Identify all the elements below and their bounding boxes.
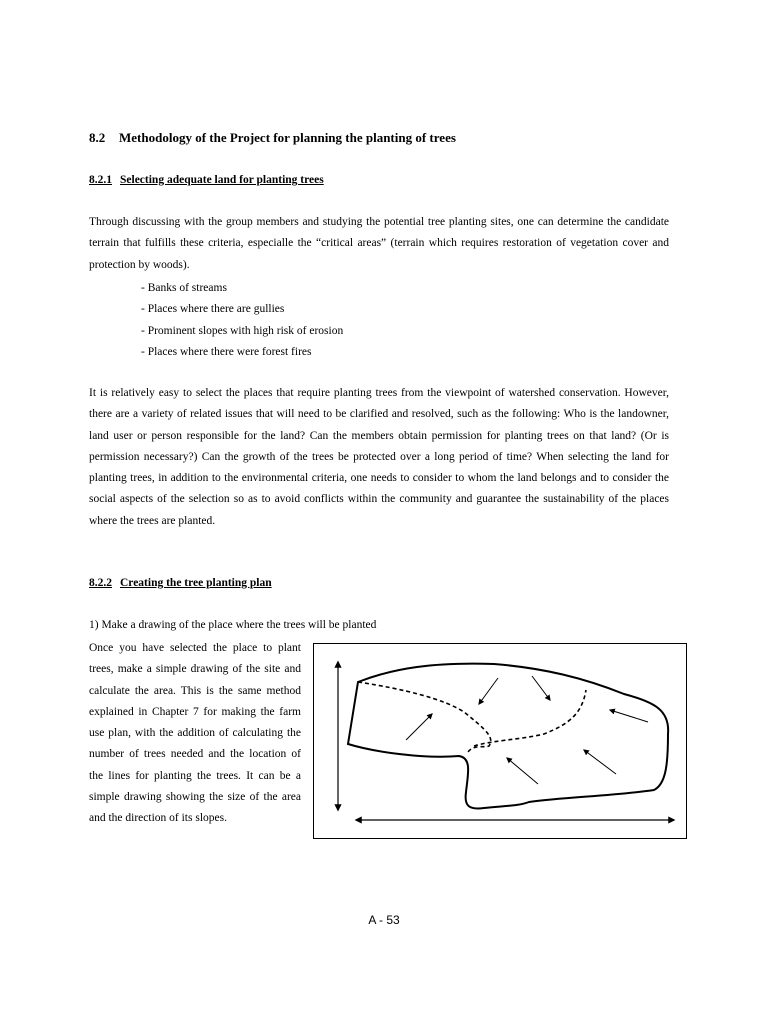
subsection-title: Selecting adequate land for planting trees [120, 174, 324, 186]
criteria-list [141, 278, 343, 363]
slope-arrow [584, 750, 616, 774]
valley-line [358, 682, 491, 752]
site-drawing-figure [313, 643, 687, 839]
slope-arrow [532, 676, 550, 700]
slope-arrow [507, 758, 538, 784]
subsection-number: 8.2.2 [89, 577, 112, 589]
subsection-number: 8.2.1 [89, 174, 112, 186]
section-heading [89, 130, 456, 146]
slope-arrow [610, 710, 648, 722]
subsection-heading-8-2-2 [89, 577, 272, 589]
site-boundary [348, 664, 668, 809]
step-1-text: Once you have selected the place to plant trees, make a simple drawing of the site and calculate the area. This is the same method explained in Chapter 7 for making the farm use plan, with the addition of calculating the number of trees needed and the location of the lines for planting the trees. It can be a simple drawing showing the size of the area and the direction of its slopes. [89, 642, 301, 825]
list-item: - Banks of streams [141, 282, 227, 294]
site-drawing-svg [314, 644, 686, 838]
step-1-heading: 1) Make a drawing of the place where the trees will be planted [89, 619, 377, 631]
list-item: - Places where there were forest fires [141, 345, 312, 358]
section-title: Methodology of the Project for planning the planting of trees [119, 130, 456, 145]
slope-arrow [479, 678, 498, 704]
intro-paragraph: Through discussing with the group members and studying the potential tree planting sites, one can determine the candidate terrain that fulfills these criteria, especialle the “critical areas” (terrain which requires restoration of vegetation cover and protection by woods). [89, 216, 669, 271]
section-number: 8.2 [89, 130, 106, 145]
subsection-title: Creating the tree planting plan [120, 577, 272, 589]
list-item: - Prominent slopes with high risk of erosion [141, 324, 344, 337]
list-item: - Places where there are gullies [141, 303, 285, 316]
subsection-heading-8-2-1 [89, 174, 324, 186]
selection-issues-paragraph: It is relatively easy to select the places that require planting trees from the viewpoint of watershed conservation. However, there are a variety of related issues that will need to be clarified and resolved, such as the following: Who is the landowner, land user or person responsible for the land? Can the members obtain permission for planting trees on that land? (Or is permission necessary?) Can the growth of the trees be protected over a long period of time? When selecting the land for planting trees, in addition to the environmental criteria, one needs to consider to whom the land belongs and to consider the social aspects of the selection so as to avoid conflicts within the community and guarantee the sustainability of the places where the trees are planted. [89, 387, 669, 527]
slope-arrow [406, 714, 432, 740]
page-number: A - 53 [368, 913, 400, 927]
